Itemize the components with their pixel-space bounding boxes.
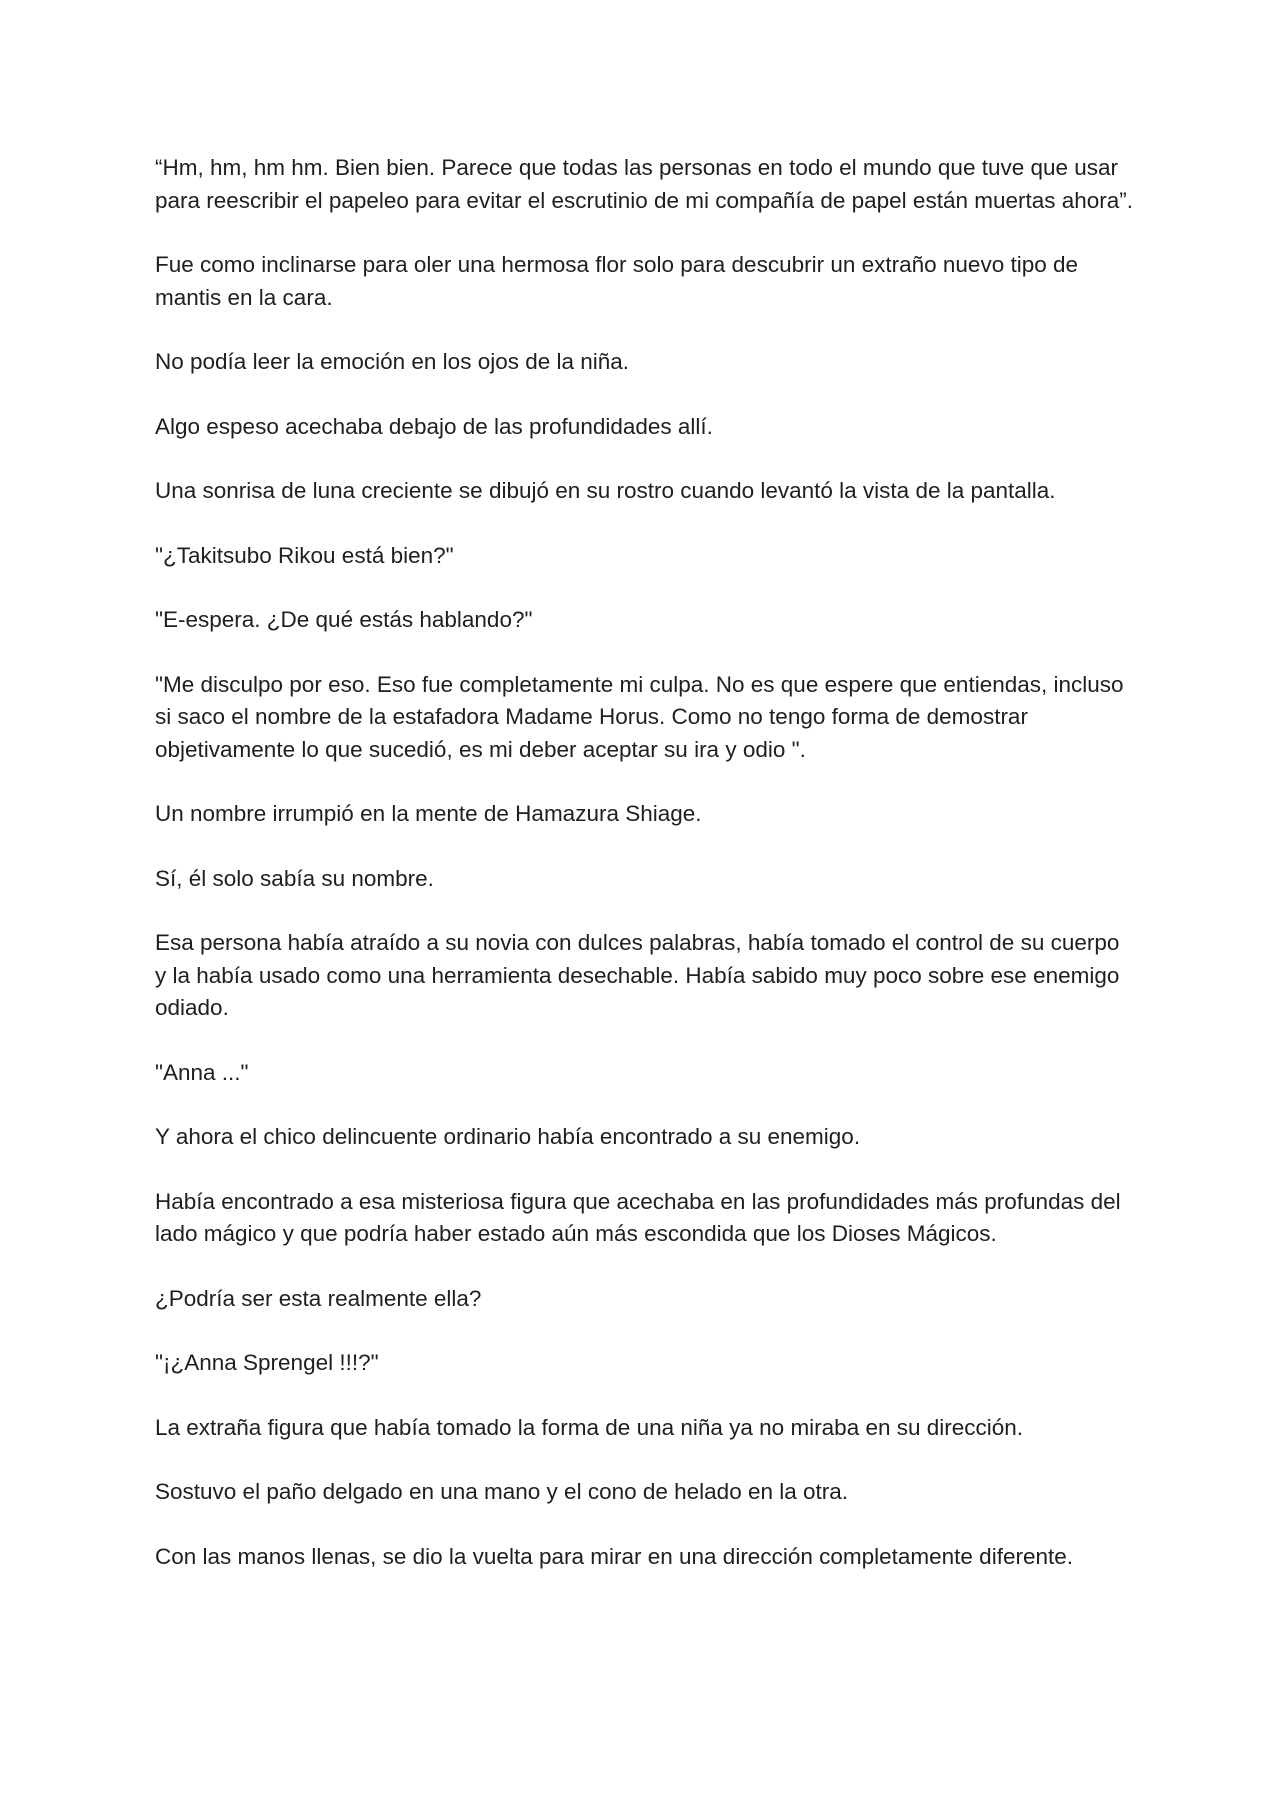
paragraph: Un nombre irrumpió en la mente de Hamazura Shiage. (155, 801, 702, 826)
paragraph: ¿Podría ser esta realmente ella? (155, 1285, 482, 1311)
paragraph: "Me disculpo por eso. Eso fue completamente mi culpa. No es que espere que entiendas, incluso si saco el nombre de la estafadora Madame Horus. Como no tengo forma de demostrar objetivamente lo que sucedió, es mi deber aceptar su ira y odio ". (155, 671, 1124, 762)
paragraph: No podía leer la emoción en los ojos de la niña. (155, 349, 630, 374)
paragraph: La extraña figura que había tomado la forma de una niña ya no miraba en su dirección. (155, 1414, 1024, 1440)
paragraph: “Hm, hm, hm hm. Bien bien. Parece que todas las personas en todo el mundo que tuve que usar para reescribir el papeleo para evitar el escrutinio de mi compañía de papel están muertas ahora”. (155, 155, 1134, 213)
paragraph: Y ahora el chico delincuente ordinario había encontrado a su enemigo. (155, 1124, 861, 1149)
paragraph: "¡¿Anna Sprengel !!!?" (155, 1350, 379, 1375)
paragraph: Había encontrado a esa misteriosa figura que acechaba en las profundidades más profundas del lado mágico y que podría haber estado aún más escondida que los Dioses Mágicos. (155, 1188, 1121, 1246)
paragraph: Esa persona había atraído a su novia con dulces palabras, había tomado el control de su cuerpo y la había usado como una herramienta desechable. Había sabido muy poco sobre ese enemigo odiado. (155, 930, 1120, 1020)
paragraph: "E-espera. ¿De qué estás hablando?" (155, 607, 533, 632)
paragraph: Fue como inclinarse para oler una hermosa flor solo para descubrir un extraño nuevo tipo de mantis en la cara. (155, 252, 1079, 310)
paragraph: Sostuvo el paño delgado en una mano y el cono de helado en la otra. (155, 1479, 849, 1504)
paragraph: "Anna ..." (155, 1059, 249, 1085)
paragraph: Sí, él solo sabía su nombre. (155, 865, 434, 891)
document-page (155, 152, 1135, 1605)
paragraph: Una sonrisa de luna creciente se dibujó en su rostro cuando levantó la vista de la pantalla. (155, 478, 1056, 503)
paragraph: Algo espeso acechaba debajo de las profundidades allí. (155, 413, 713, 439)
paragraph: "¿Takitsubo Rikou está bien?" (155, 542, 454, 568)
paragraph: Con las manos llenas, se dio la vuelta para mirar en una dirección completamente diferente. (155, 1543, 1073, 1569)
